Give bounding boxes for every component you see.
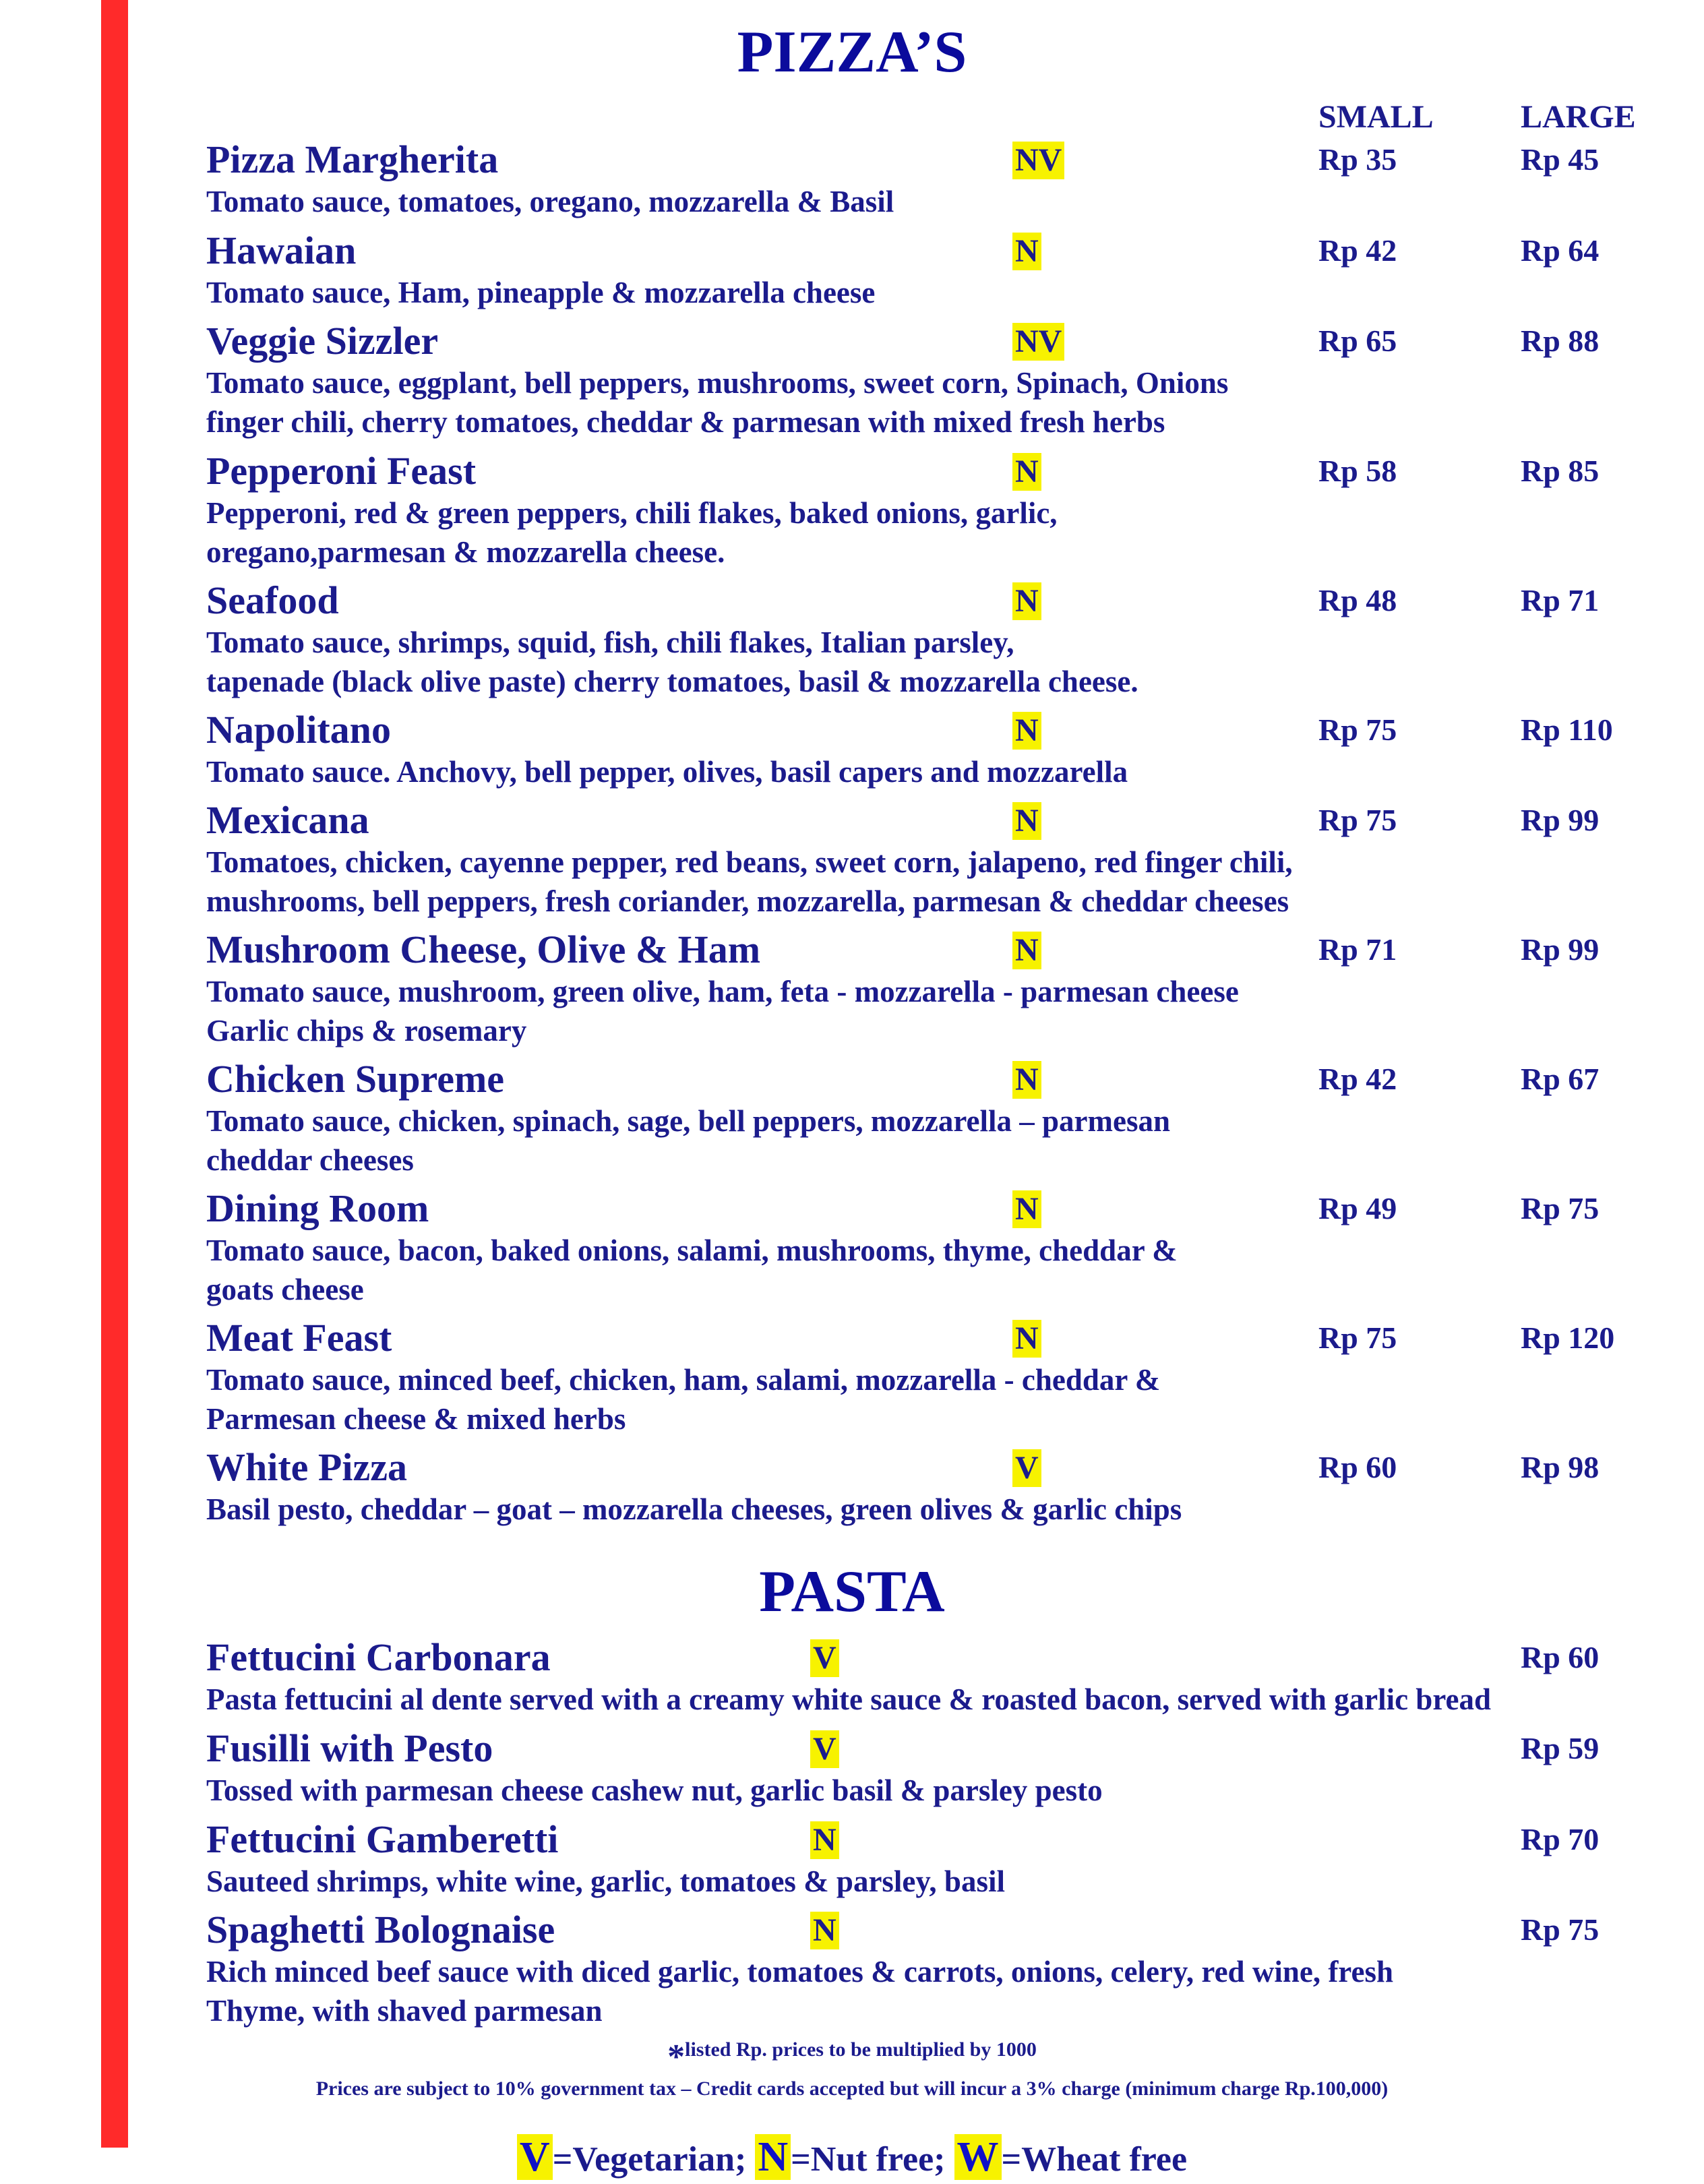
item-description: oregano,parmesan & mozzarella cheese.	[206, 535, 725, 569]
pasta-price: Rp 60	[1521, 1640, 1600, 1674]
diet-badge: V	[1012, 1449, 1041, 1487]
item-description: Tomato sauce, Ham, pineapple & mozzarella cheese	[206, 276, 876, 309]
item-description: Tomato sauce, shrimps, squid, fish, chili flakes, Italian parsley,	[206, 626, 1014, 659]
diet-badge: N	[1012, 802, 1041, 840]
item-name: Meat Feast	[206, 1316, 392, 1360]
wheat-free-badge: W	[954, 2134, 1002, 2180]
large-price: Rp 67	[1521, 1062, 1600, 1096]
small-price: Rp 48	[1318, 583, 1397, 617]
large-price: Rp 75	[1521, 1191, 1600, 1225]
large-price: Rp 45	[1521, 142, 1600, 177]
item-description: Pasta fettucini al dente served with a creamy white sauce & roasted bacon, served with garlic bread	[206, 1682, 1491, 1716]
item-description: Pepperoni, red & green peppers, chili flakes, baked onions, garlic,	[206, 496, 1058, 530]
diet-badge: N	[1012, 712, 1041, 750]
large-price: Rp 85	[1521, 454, 1600, 488]
diet-badge: NV	[1012, 142, 1064, 179]
diet-badge: V	[810, 1639, 839, 1677]
item-description: Tomato sauce, eggplant, bell peppers, mushrooms, sweet corn, Spinach, Onions	[206, 366, 1229, 400]
small-price: Rp 42	[1318, 1062, 1397, 1096]
multiplier-text: listed Rp. prices to be multiplied by 1000	[685, 2038, 1037, 2061]
item-name: Veggie Sizzler	[206, 319, 439, 363]
diet-badge: N	[1012, 582, 1041, 620]
diet-legend	[0, 2135, 1704, 2181]
red-margin-bar	[101, 0, 128, 2148]
diet-badge: N	[810, 1912, 839, 1949]
item-name: Hawaian	[206, 229, 357, 272]
item-name: Spaghetti Bolognaise	[206, 1908, 555, 1951]
small-price: Rp 75	[1318, 712, 1397, 747]
diet-badge: N	[810, 1821, 839, 1859]
pasta-price: Rp 70	[1521, 1822, 1600, 1856]
small-price: Rp 42	[1318, 233, 1397, 268]
diet-badge: N	[1012, 932, 1041, 969]
small-price: Rp 58	[1318, 454, 1397, 488]
large-price: Rp 99	[1521, 803, 1600, 837]
diet-badge: N	[1012, 1320, 1041, 1358]
price-multiplier-note	[0, 2040, 1704, 2075]
large-column-header: LARGE	[1521, 99, 1636, 135]
item-description: Tomato sauce, tomatoes, oregano, mozzarella & Basil	[206, 185, 894, 218]
large-price: Rp 99	[1521, 932, 1600, 967]
nut-free-label: =Nut free;	[791, 2140, 946, 2179]
pasta-price: Rp 75	[1521, 1912, 1600, 1947]
diet-badge: N	[1012, 233, 1041, 270]
asterisk: *	[667, 2038, 686, 2076]
diet-badge: N	[1012, 1061, 1041, 1099]
large-price: Rp 88	[1521, 324, 1600, 358]
item-description: finger chili, cherry tomatoes, cheddar & parmesan with mixed fresh herbs	[206, 405, 1165, 439]
item-description: Garlic chips & rosemary	[206, 1014, 527, 1048]
item-name: Dining Room	[206, 1186, 429, 1230]
diet-badge: V	[810, 1730, 839, 1768]
item-description: Tomato sauce, bacon, baked onions, salami, mushrooms, thyme, cheddar &	[206, 1234, 1178, 1267]
tax-terms-note: Prices are subject to 10% government tax – Credit cards accepted but will incur a 3% charge (minimum charge Rp.100,000)	[315, 2077, 1389, 2100]
item-description: Rich minced beef sauce with diced garlic, tomatoes & carrots, onions, celery, red wine, fresh	[206, 1955, 1393, 1989]
item-description: Sauteed shrimps, white wine, garlic, tomatoes & parsley, basil	[206, 1864, 1005, 1898]
small-price: Rp 71	[1318, 932, 1397, 967]
item-description: Tossed with parmesan cheese cashew nut, garlic basil & parsley pesto	[206, 1773, 1103, 1807]
nut-free-badge: N	[755, 2134, 791, 2180]
item-name: Mushroom Cheese, Olive & Ham	[206, 928, 761, 971]
large-price: Rp 110	[1521, 712, 1613, 747]
large-price: Rp 120	[1521, 1321, 1615, 1355]
small-price: Rp 35	[1318, 142, 1397, 177]
item-description: tapenade (black olive paste) cherry tomatoes, basil & mozzarella cheese.	[206, 665, 1138, 698]
diet-badge: NV	[1012, 323, 1064, 361]
vegetarian-label: =Vegetarian;	[552, 2140, 747, 2179]
item-name: Pepperoni Feast	[206, 449, 477, 493]
pasta-section-title: PASTA	[759, 1559, 945, 1625]
small-price: Rp 49	[1318, 1191, 1397, 1225]
small-price: Rp 60	[1318, 1450, 1397, 1484]
large-price: Rp 71	[1521, 583, 1600, 617]
item-name: Napolitano	[206, 708, 391, 752]
item-description: Tomatoes, chicken, cayenne pepper, red beans, sweet corn, jalapeno, red finger chili,	[206, 845, 1293, 879]
large-price: Rp 64	[1521, 233, 1600, 268]
item-name: Chicken Supreme	[206, 1057, 505, 1101]
small-price: Rp 65	[1318, 324, 1397, 358]
vegetarian-badge: V	[517, 2134, 553, 2180]
large-price: Rp 98	[1521, 1450, 1600, 1484]
item-name: Fettucini Gamberetti	[206, 1817, 559, 1861]
item-description: mushrooms, bell peppers, fresh coriander, mozzarella, parmesan & cheddar cheeses	[206, 884, 1289, 918]
item-name: White Pizza	[206, 1445, 407, 1489]
item-name: Mexicana	[206, 798, 369, 842]
diet-badge: N	[1012, 453, 1041, 491]
item-description: cheddar cheeses	[206, 1143, 414, 1177]
wheat-free-label: =Wheat free	[1001, 2140, 1188, 2179]
item-name: Fusilli with Pesto	[206, 1726, 493, 1770]
item-description: Tomato sauce, minced beef, chicken, ham, salami, mozzarella - cheddar &	[206, 1363, 1161, 1397]
pasta-price: Rp 59	[1521, 1731, 1600, 1765]
item-description: Tomato sauce, mushroom, green olive, ham, feta - mozzarella - parmesan cheese	[206, 975, 1239, 1008]
item-description: Parmesan cheese & mixed herbs	[206, 1402, 626, 1436]
pizza-section-title: PIZZA’S	[737, 20, 967, 85]
item-description: goats cheese	[206, 1273, 364, 1306]
small-price: Rp 75	[1318, 1321, 1397, 1355]
item-description: Basil pesto, cheddar – goat – mozzarella cheeses, green olives & garlic chips	[206, 1492, 1182, 1526]
diet-badge: N	[1012, 1190, 1041, 1228]
small-column-header: SMALL	[1318, 99, 1434, 135]
item-description: Tomato sauce, chicken, spinach, sage, bell peppers, mozzarella – parmesan	[206, 1104, 1170, 1138]
small-price: Rp 75	[1318, 803, 1397, 837]
item-description: Thyme, with shaved parmesan	[206, 1994, 603, 2028]
item-name: Pizza Margherita	[206, 138, 499, 181]
item-description: Tomato sauce. Anchovy, bell pepper, olives, basil capers and mozzarella	[206, 755, 1128, 789]
item-name: Fettucini Carbonara	[206, 1635, 551, 1679]
item-name: Seafood	[206, 578, 339, 622]
